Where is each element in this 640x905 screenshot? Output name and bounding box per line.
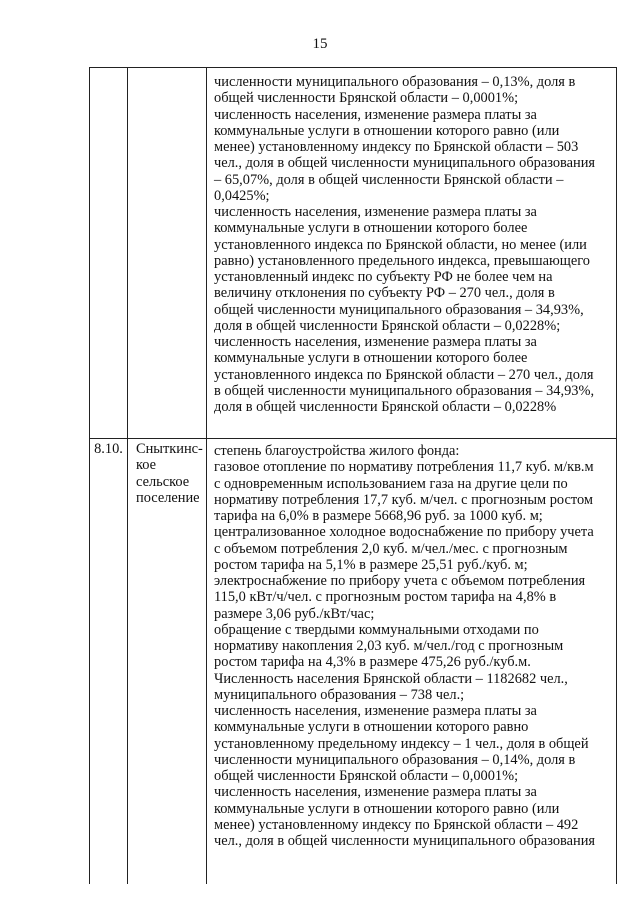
text-line: численность населения, изменение размера платы за <box>214 204 537 220</box>
text-line: коммунальные услуги в отношении которого более <box>214 220 528 237</box>
text-line: ростом тарифа на 5,1% в размере 25,51 руб./куб. м; <box>214 556 528 573</box>
settlement-name-cell <box>128 68 207 439</box>
text-line: 115,0 кВт/ч/чел. с прогнозным ростом тарифа на 4,8% в <box>214 589 557 606</box>
description-cell <box>207 68 617 439</box>
text-line: доля в общей численности Брянской области – 0,0228% <box>214 399 557 415</box>
text-line: численность населения, изменение размера платы за <box>214 784 537 801</box>
text-line: коммунальные услуги в отношении которого равно <box>214 719 529 736</box>
text-line: поселение <box>136 489 200 506</box>
text-line: численность населения, изменение размера платы за <box>214 334 537 350</box>
text-line: в общей численности муниципального образования – 34,93%, <box>214 382 595 399</box>
text-line: общей численности муниципального образования – 34,93%, <box>214 301 584 318</box>
municipal-data-table <box>89 67 617 884</box>
table-row <box>90 439 617 885</box>
text-line: Сныткинс- <box>136 441 203 457</box>
text-line: сельское <box>136 473 190 490</box>
text-line: кое <box>136 457 157 474</box>
text-line: Численность населения Брянской области – 1182682 чел., <box>214 670 568 687</box>
text-line: коммунальные услуги в отношении которого равно (или <box>214 800 560 817</box>
text-line: менее) установленному индексу по Брянской области – 503 <box>214 139 579 155</box>
table-row <box>90 68 617 439</box>
text-line: обращение с твердыми коммунальными отходами по <box>214 621 539 638</box>
text-line: нормативу потребления 17,7 куб. м/чел. с прогнозным ростом <box>214 491 593 508</box>
text-line: установленного индекса по Брянской области, но менее (или <box>214 236 587 253</box>
description-cell <box>207 439 617 885</box>
text-line: численности муниципального образования – 0,13%, доля в <box>214 74 576 90</box>
text-line: газовое отопление по нормативу потребления 11,7 куб. м/кв.м <box>214 459 594 476</box>
text-line: общей численности Брянской области – 0,0001%; <box>214 768 519 784</box>
text-line: численность населения, изменение размера платы за <box>214 703 537 719</box>
text-line: 0,0425%; <box>214 187 270 204</box>
text-line: ростом тарифа на 4,3% в размере 475,26 руб./куб.м. <box>214 654 531 671</box>
text-line: размере 3,06 руб./кВт/час; <box>214 605 375 622</box>
text-line: доля в общей численности Брянской области – 0,0228%; <box>214 317 561 334</box>
text-line: равно) установленного предельного индекса, превышающего <box>214 252 590 269</box>
text-line: численности муниципального образования – 0,14%, доля в <box>214 751 576 768</box>
row-number-cell <box>90 68 128 439</box>
text-line: менее) установленному индексу по Брянской области – 492 <box>214 816 579 833</box>
text-line: коммунальные услуги в отношении которого более <box>214 350 528 367</box>
settlement-name-cell <box>128 439 207 885</box>
text-line: общей численности Брянской области – 0,0001%; <box>214 90 519 107</box>
text-line: с объемом потребления 2,0 куб. м/чел./мес. с прогнозным <box>214 540 568 557</box>
text-line: – 65,07%, доля в общей численности Брянской области – <box>214 171 564 188</box>
text-line: коммунальные услуги в отношении которого равно (или <box>214 122 560 139</box>
text-line: установленного индекса по Брянской области – 270 чел., доля <box>214 366 594 383</box>
text-line: с одновременным использованием газа на другие цели по <box>214 475 568 492</box>
text-line: установленному предельному индексу – 1 чел., доля в общей <box>214 735 589 752</box>
text-line: установленный индекс по субъекту РФ не более чем на <box>214 269 553 285</box>
text-line: чел., доля в общей численности муниципального образования <box>214 155 596 172</box>
text-line: чел., доля в общей численности муниципального образования <box>214 833 596 849</box>
page-number: 15 <box>312 36 328 52</box>
row-number-cell: 8.10. <box>90 439 128 885</box>
text-line: величину отклонения по субъекту РФ – 270 чел., доля в <box>214 285 555 302</box>
text-line: электроснабжение по прибору учета с объемом потребления <box>214 573 586 589</box>
text-line: нормативу накопления 2,03 куб. м/чел./год с прогнозным <box>214 638 564 654</box>
text-line: численность населения, изменение размера платы за <box>214 106 537 123</box>
text-line: централизованное холодное водоснабжение по прибору учета <box>214 524 594 541</box>
text-line: муниципального образования – 738 чел.; <box>214 686 465 703</box>
text-line: степень благоустройства жилого фонда: <box>214 443 460 459</box>
text-line: тарифа на 6,0% в размере 5668,96 руб. за 1000 куб. м; <box>214 508 543 524</box>
